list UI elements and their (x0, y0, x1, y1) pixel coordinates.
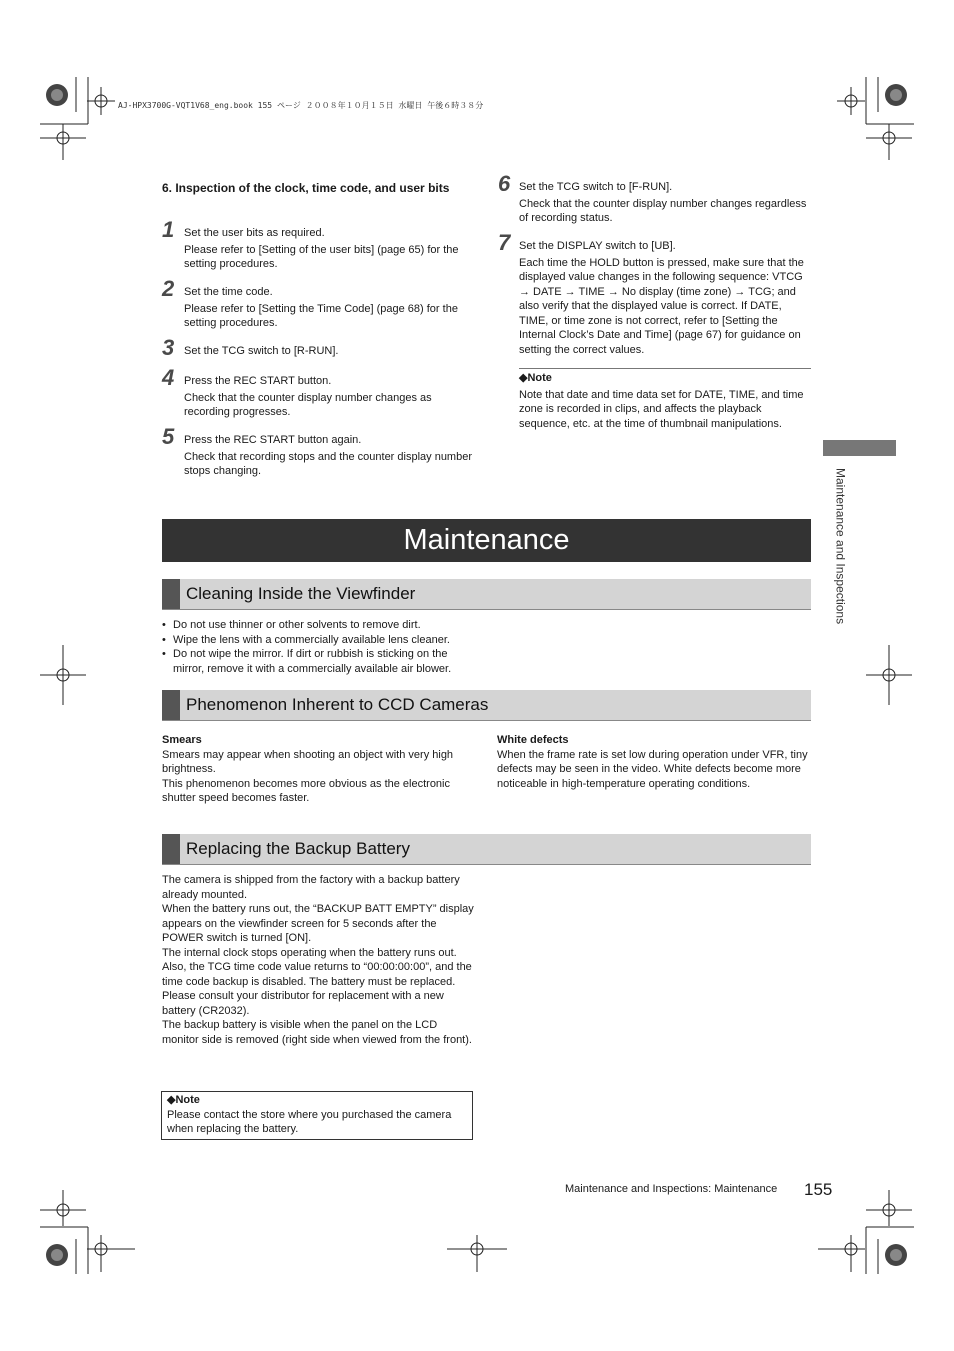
section-title: Phenomenon Inherent to CCD Cameras (186, 695, 489, 714)
list-item: • Do not use thinner or other solvents to remove dirt. (162, 618, 474, 633)
chapter-tab (823, 440, 896, 456)
print-header: AJ-HPX3700G-VQT1V68_eng.book 155 ページ ２００８年１０月１５日 水曜日 午後６時３８分 (118, 101, 484, 110)
battery-note-box (161, 1091, 473, 1140)
chapter-banner: Maintenance (162, 519, 811, 562)
section-bar (162, 690, 180, 720)
smears-block (162, 733, 474, 806)
footer-section-label: Maintenance and Inspections: Maintenance (565, 1183, 778, 1195)
chapter-tab-label: Maintenance and Inspections (833, 468, 848, 625)
step-number: 1 (162, 217, 175, 242)
step-7-text: Set the DISPLAY switch to [UB]. Each time the HOLD button is pressed, make sure that the displayed value changes in the following sequence: VTCG → DATE → TIME → No display (time zone) → TCG; and also verify that the displayed value is correct. If DATE, TIME, or time zone is not correct, refer to [Setting the Internal Clock’s Date and Time] (page 67) for guidance on setting the correct values. (519, 240, 804, 356)
note-text: Please contact the store where you purchased the camera when replacing the battery. (167, 1108, 452, 1135)
note-divider (519, 368, 811, 369)
step-4-text: Press the REC START button. Check that the counter display number changes as recording progresses. (184, 375, 432, 418)
battery-text: The camera is shipped from the factory with a backup battery already mounted. When the battery runs out, the “BACKUP BATT EMPTY” display appears on the viewfinder screen for 5 seconds after the POWER switch is turned [ON]. The internal clock stops operating when the battery runs out. Also, the TCG time code value returns to “00:00:00:00”, and the time code backup is disabled. The battery must be replaced. Please consult your distributor for replacement with a new battery (CR2032). The backup battery is visible when the panel on the LCD monitor side is removed (right side when viewed from the front). (162, 874, 474, 1046)
step-number: 7 (498, 230, 511, 255)
step-number: 3 (162, 335, 175, 360)
step-1-text: Set the user bits as required. Please refer to [Setting of the user bits] (page 65) for the setting procedures. (184, 227, 459, 270)
step-number: 2 (162, 276, 175, 301)
inspection-heading: 6. Inspection of the clock, time code, and user bits (162, 181, 450, 195)
section-bar (162, 579, 180, 609)
step-5-text: Press the REC START button again. Check that recording stops and the counter display number stops changing. (184, 434, 472, 477)
white-defects-title: White defects (497, 734, 569, 746)
list-item: • Wipe the lens with a commercially available lens cleaner. (162, 633, 474, 648)
smears-text: Smears may appear when shooting an object with very high brightness. This phenomenon becomes more obvious as the electronic shutter speed becomes faster. (162, 748, 454, 804)
note-title: ◆Note (519, 372, 552, 384)
section-title: Cleaning Inside the Viewfinder (186, 584, 416, 603)
section-bar (162, 834, 180, 864)
step-6-text: Set the TCG switch to [F-RUN]. Check that the counter display number changes regardless of recording status. (519, 181, 807, 224)
note-block (519, 371, 811, 431)
step-number: 4 (162, 365, 175, 390)
white-defects-text: When the frame rate is set low during operation under VFR, tiny defects may be seen in the video. White defects become more noticeable in high-temperature operating conditions. (497, 748, 808, 790)
step-number: 5 (162, 424, 175, 449)
note-title: ◆Note (167, 1094, 200, 1106)
viewfinder-bullet-list (162, 618, 474, 676)
section-title: Replacing the Backup Battery (186, 839, 410, 858)
smears-title: Smears (162, 734, 202, 746)
section-header-battery (162, 834, 811, 865)
step-3-text: Set the TCG switch to [R-RUN]. (184, 345, 339, 357)
section-header-viewfinder (162, 579, 811, 610)
list-item: • Do not wipe the mirror. If dirt or rubbish is sticking on the mirror, remove it with a commercially available air blower. (162, 647, 474, 676)
note-text: Note that date and time data set for DATE, TIME, and time zone is recorded in clips, and affects the playback sequence, etc. at the time of thumbnail manipulations. (519, 388, 804, 430)
section-header-ccd (162, 690, 811, 721)
page-number: 155 (804, 1180, 833, 1199)
step-2-text: Set the time code. Please refer to [Setting the Time Code] (page 68) for the setting procedures. (184, 286, 458, 329)
white-defects-block (497, 733, 811, 791)
step-number: 6 (498, 171, 511, 196)
